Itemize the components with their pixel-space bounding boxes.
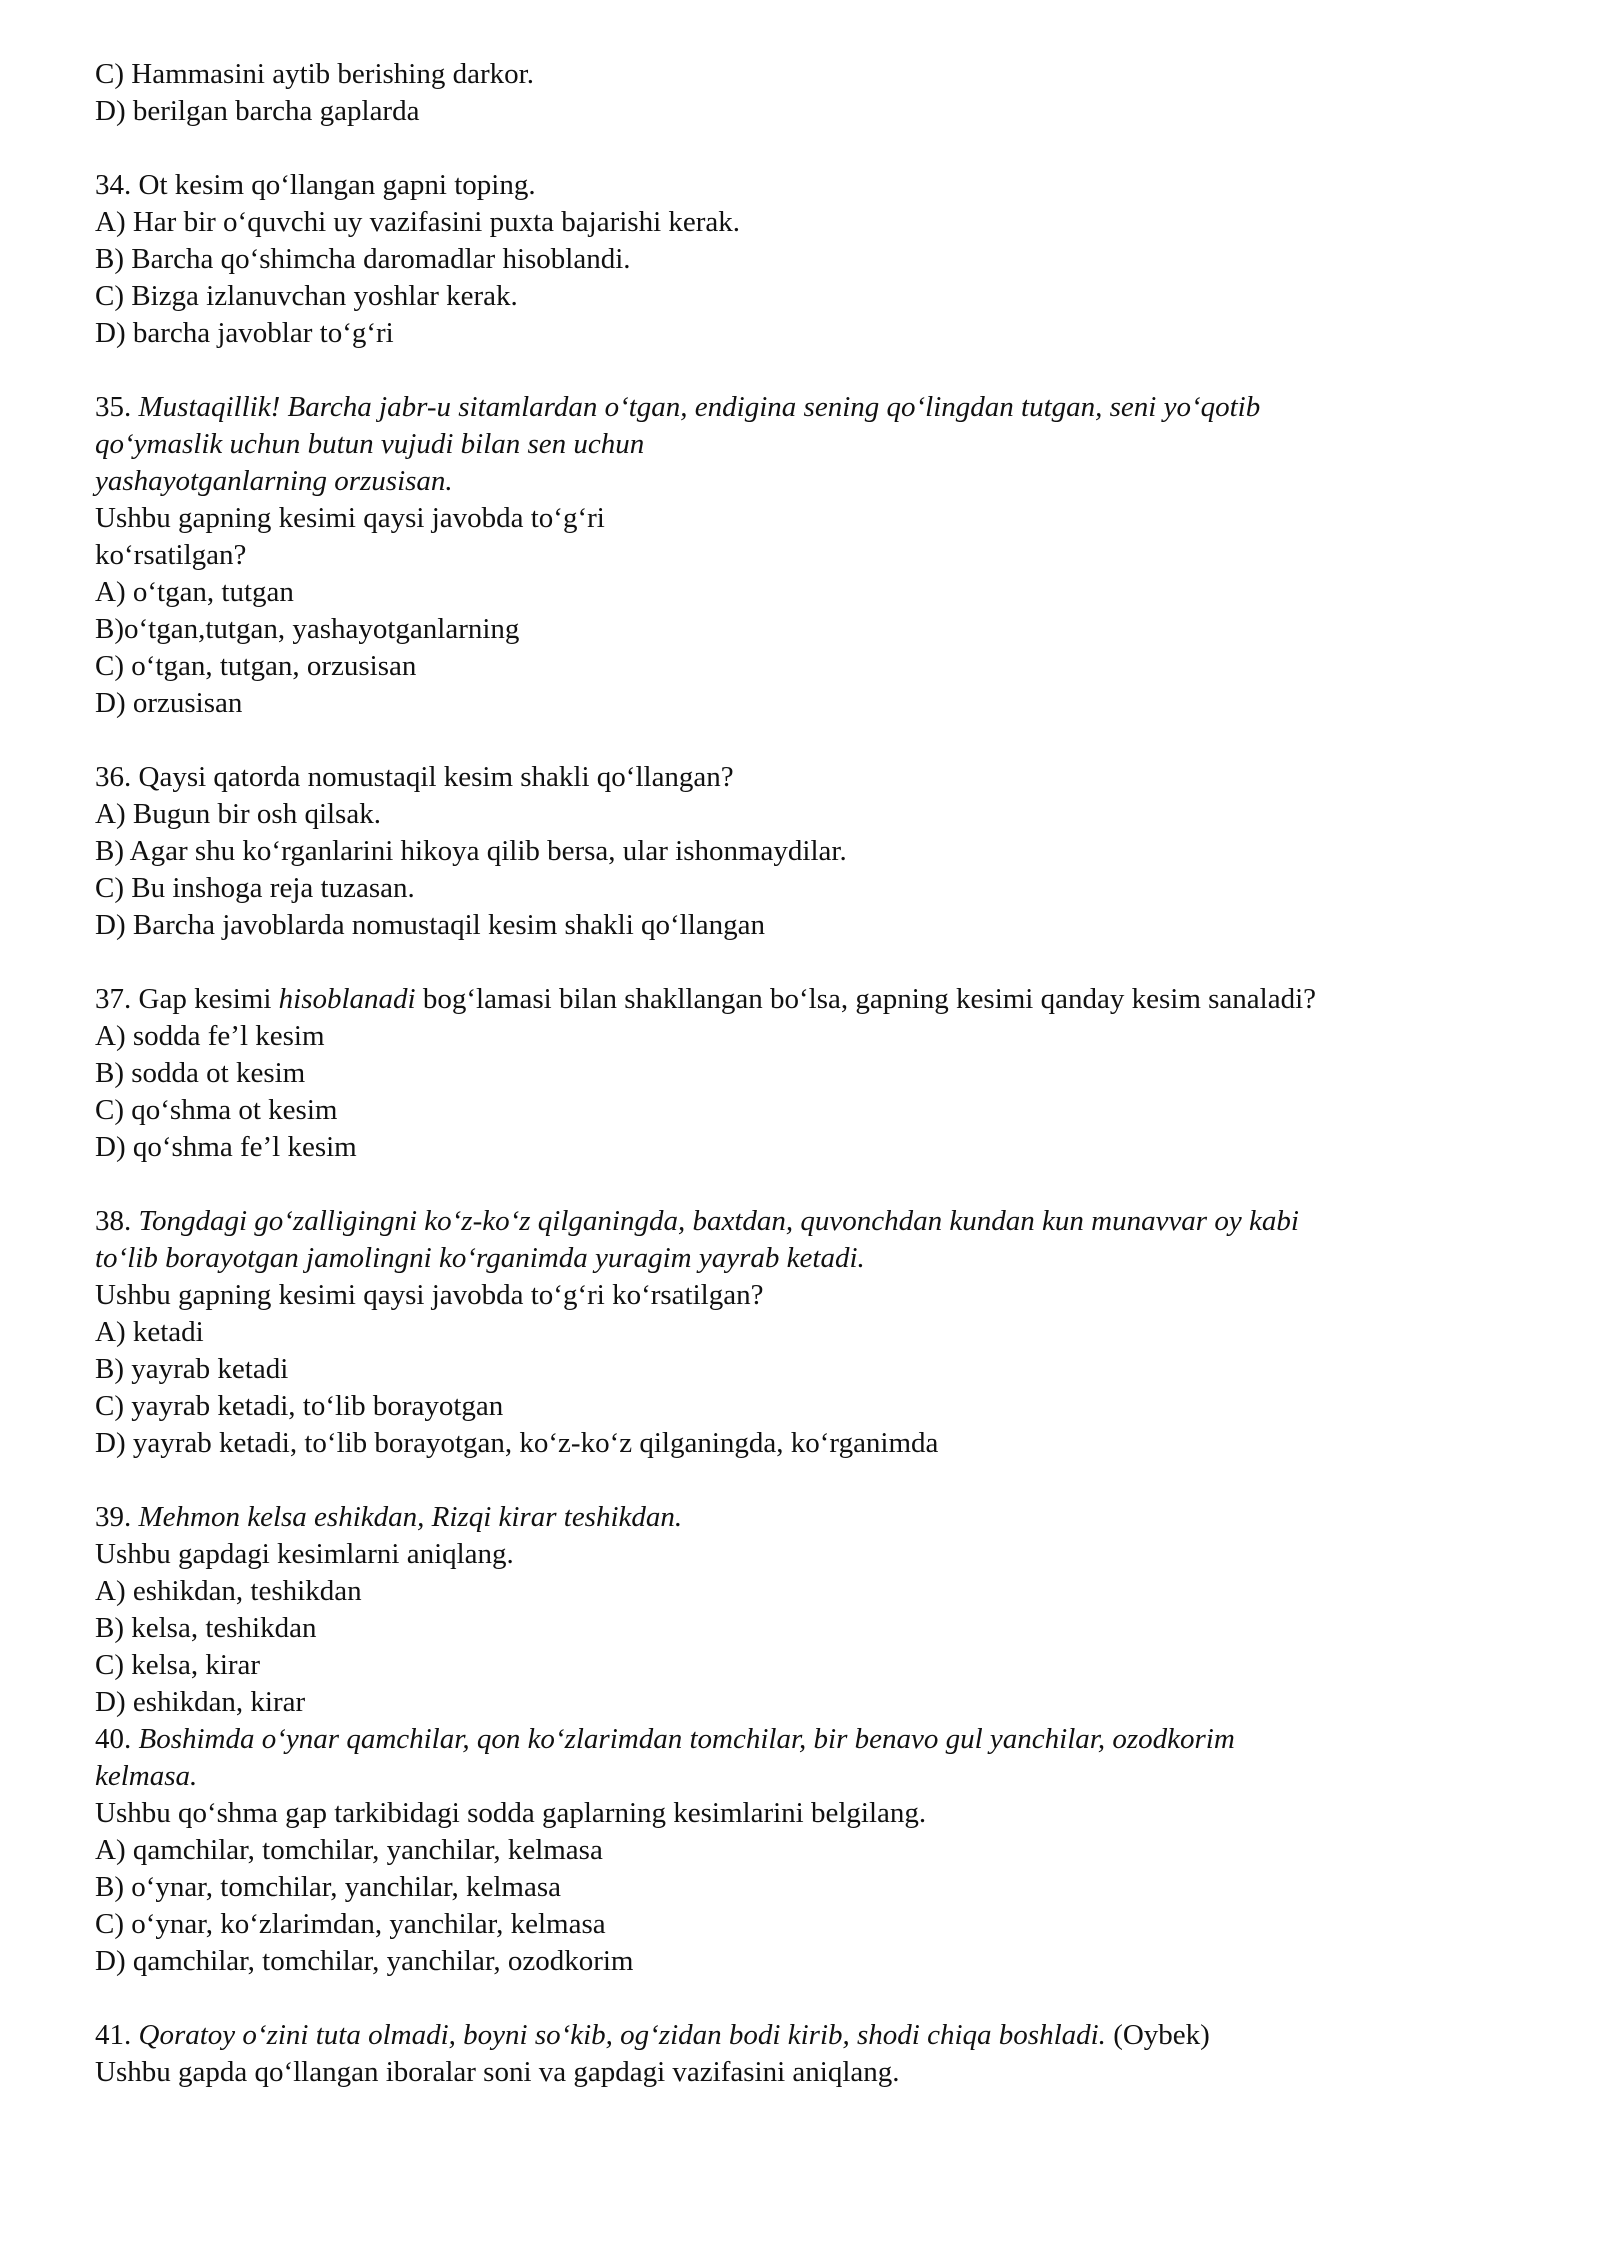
option-b: B) o‘ynar, tomchilar, yanchilar, kelmasa: [95, 1871, 561, 1903]
question-number: 39.: [95, 1501, 132, 1533]
option-c: C) o‘tgan, tutgan, orzusisan: [95, 650, 417, 682]
option-c: C) o‘ynar, ko‘zlarimdan, yanchilar, kelmasa: [95, 1908, 606, 1940]
question-quote-line: [95, 1240, 1515, 1277]
question-prompt: Ushbu gapning kesimi qaysi javobda to‘g‘ri ko‘rsatilgan?: [95, 1279, 764, 1311]
option-c: C) qo‘shma ot kesim: [95, 1094, 338, 1126]
option-b: B) yayrab ketadi: [95, 1353, 289, 1385]
question-prompt: Ushbu gapning kesimi qaysi javobda to‘g‘ri: [95, 502, 605, 534]
option-d: D) berilgan barcha gaplarda: [95, 95, 420, 127]
question-number: 40.: [95, 1723, 132, 1755]
option-a: A) qamchilar, tomchilar, yanchilar, kelmasa: [95, 1834, 603, 1866]
question-quote-line: [95, 1758, 1515, 1795]
option-c: C) Bu inshoga reja tuzasan.: [95, 872, 415, 904]
option-d: D) yayrab ketadi, to‘lib borayotgan, ko‘z-ko‘z qilganingda, ko‘rganimda: [95, 1427, 939, 1459]
option-d: D) qamchilar, tomchilar, yanchilar, ozodkorim: [95, 1945, 634, 1977]
spacer: [95, 1462, 1515, 1499]
option-c: C) yayrab ketadi, to‘lib borayotgan: [95, 1390, 504, 1422]
quote-text: kelmasa.: [95, 1760, 198, 1792]
question-prompt: Ushbu gapdagi kesimlarni aniqlang.: [95, 1538, 514, 1570]
quote-text: to‘lib borayotgan jamolingni ko‘rganimda yuragim yayrab ketadi.: [95, 1242, 865, 1274]
question-39: [95, 1499, 1515, 1721]
quote-text: Mustaqillik! Barcha jabr-u sitamlardan o‘tgan, endigina sening qo‘lingdan tutgan, seni yo‘qotib: [138, 391, 1261, 423]
option-a: A) Har bir o‘quvchi uy vazifasini puxta bajarishi kerak.: [95, 206, 741, 238]
question-number: 41.: [95, 2019, 132, 2051]
spacer: [95, 722, 1515, 759]
question-quote-line: [95, 1721, 1515, 1758]
option-d: D) Barcha javoblarda nomustaqil kesim shakli qo‘llangan: [95, 909, 766, 941]
option-c: C) Hammasini aytib berishing darkor.: [95, 58, 534, 90]
quote-text: yashayotganlarning orzusisan.: [95, 465, 453, 497]
quote-text: Mehmon kelsa eshikdan, Rizqi kirar teshikdan.: [138, 1501, 683, 1533]
spacer: [95, 1980, 1515, 2017]
question-quote-line: [95, 426, 1515, 463]
option-a: A) eshikdan, teshikdan: [95, 1575, 362, 1607]
option-d: D) qo‘shma fe’l kesim: [95, 1131, 357, 1163]
question-40: [95, 1721, 1515, 1980]
quote-source: (Oybek): [1113, 2019, 1210, 2051]
question-quote-line: [95, 1203, 1515, 1240]
spacer: [95, 130, 1515, 167]
question-number: 35.: [95, 391, 132, 423]
question-quote-line: [95, 2017, 1515, 2054]
option-b: B) Barcha qo‘shimcha daromadlar hisoblandi.: [95, 243, 631, 275]
option-a: A) sodda fe’l kesim: [95, 1020, 325, 1052]
question-number: 38.: [95, 1205, 132, 1237]
option-c: C) kelsa, kirar: [95, 1649, 261, 1681]
option-c: C) Bizga izlanuvchan yoshlar kerak.: [95, 280, 518, 312]
document-page: [95, 56, 1515, 2091]
option-a: A) Bugun bir osh qilsak.: [95, 798, 381, 830]
option-d: D) eshikdan, kirar: [95, 1686, 306, 1718]
question-text: 37. Gap kesimi hisoblanadi bog‘lamasi bilan shakllangan bo‘lsa, gapning kesimi qanday kesim sanaladi?: [95, 983, 1317, 1015]
spacer: [95, 352, 1515, 389]
option-a: A) ketadi: [95, 1316, 204, 1348]
quote-text: Boshimda o‘ynar qamchilar, qon ko‘zlarimdan tomchilar, bir benavo gul yanchilar, ozodkorim: [138, 1723, 1235, 1755]
italic-term: hisoblanadi: [278, 983, 416, 1015]
question-text: 36. Qaysi qatorda nomustaqil kesim shakli qo‘llangan?: [95, 761, 734, 793]
quote-text: qo‘ymaslik uchun butun vujudi bilan sen uchun: [95, 428, 645, 460]
question-37: [95, 981, 1515, 1166]
question-prompt: Ushbu qo‘shma gap tarkibidagi sodda gaplarning kesimlarini belgilang.: [95, 1797, 927, 1829]
question-prompt: Ushbu gapda qo‘llangan iboralar soni va gapdagi vazifasini aniqlang.: [95, 2056, 900, 2088]
question-text: 34. Ot kesim qo‘llangan gapni toping.: [95, 169, 536, 201]
option-d: D) orzusisan: [95, 687, 243, 719]
question-quote-line: [95, 1499, 1515, 1536]
question-35: [95, 389, 1515, 722]
quote-text: Tongdagi go‘zalligingni ko‘z-ko‘z qilganingda, baxtdan, quvonchdan kundan kun munavvar oy kabi: [138, 1205, 1299, 1237]
question-quote-line: [95, 463, 1515, 500]
quote-text: Qoratoy o‘zini tuta olmadi, boyni so‘kib, og‘zidan bodi kirib, shodi chiqa boshladi.: [138, 2019, 1106, 2051]
question-quote-line: [95, 389, 1515, 426]
spacer: [95, 944, 1515, 981]
option-b: B) Agar shu ko‘rganlarini hikoya qilib bersa, ular ishonmaydilar.: [95, 835, 847, 867]
option-b: B) sodda ot kesim: [95, 1057, 306, 1089]
spacer: [95, 1166, 1515, 1203]
option-a: A) o‘tgan, tutgan: [95, 576, 294, 608]
question-36: [95, 759, 1515, 944]
question-41: [95, 2017, 1515, 2091]
option-b: B)o‘tgan,tutgan, yashayotganlarning: [95, 613, 520, 645]
question-prompt: ko‘rsatilgan?: [95, 539, 247, 571]
option-d: D) barcha javoblar to‘g‘ri: [95, 317, 394, 349]
question-38: [95, 1203, 1515, 1462]
option-b: B) kelsa, teshikdan: [95, 1612, 317, 1644]
question-34: [95, 167, 1515, 352]
